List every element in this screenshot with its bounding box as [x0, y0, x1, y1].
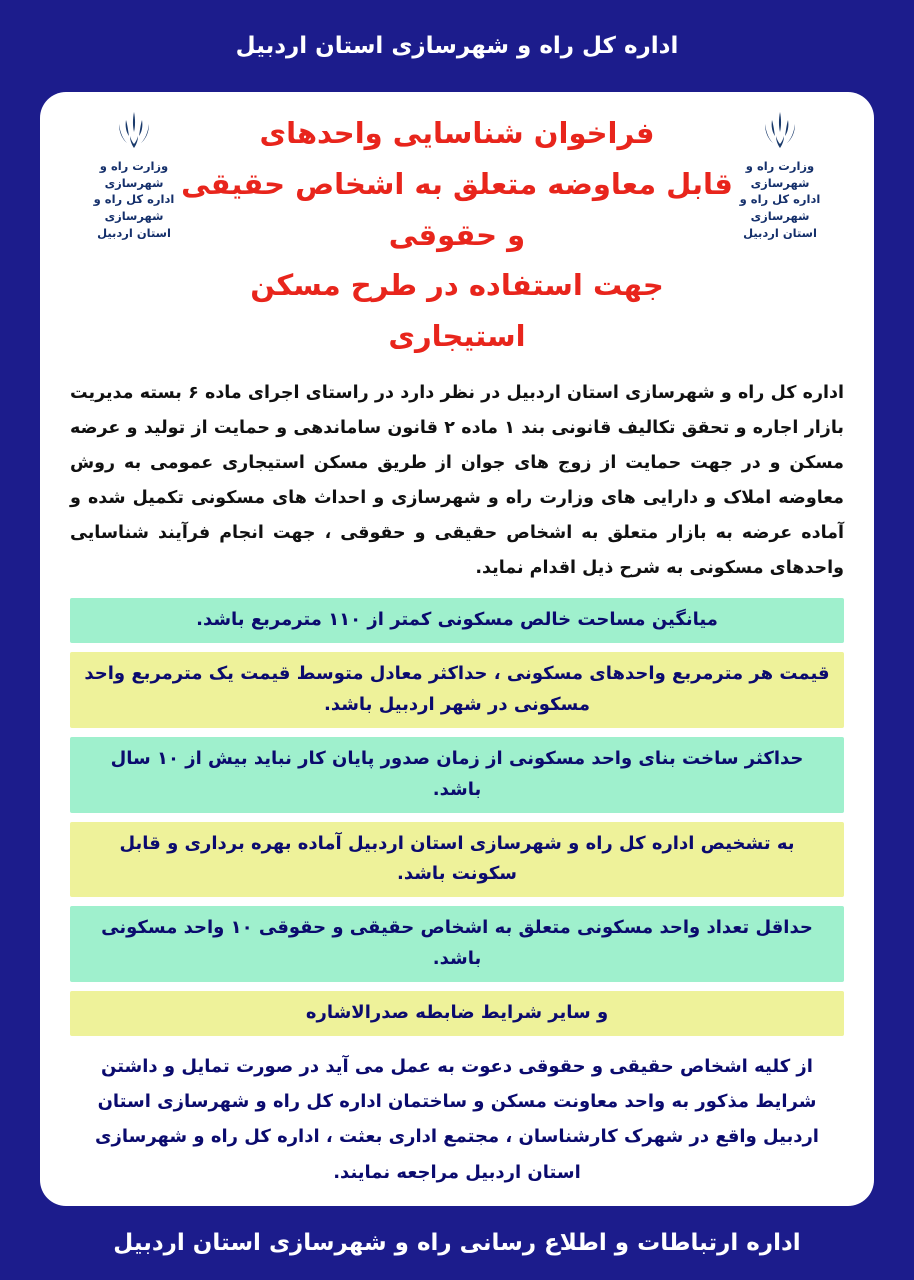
intro-paragraph: اداره کل راه و شهرسازی استان اردبیل در نظر دارد در راستای اجرای ماده ۶ بسته مدیریت بازار اجاره و تحقق تکالیف قانونی بند ۱ ماده ۲ قانون ساماندهی و حمایت از تولید و عرضه مسکن و در جهت حمایت از زوج های جوان از طریق مسکن استیجاری عمومی به روش معاوضه املاک و دارایی های وزارت راه و شهرسازی و احداث های مسکونی تکمیل شده و آماده عرضه به بازار متعلق به اشخاص حقیقی و حقوقی ، جهت انجام فرآیند شناسایی واحدهای مسکونی به شرح ذیل اقدام نماید.: [70, 382, 844, 578]
title-line-1: فراخوان شناسایی واحدهای: [259, 116, 655, 150]
iran-emblem-icon: [70, 110, 198, 154]
list-item: میانگین مساحت خالص مسکونی کمتر از ۱۱۰ مترمربع باشد.: [70, 598, 844, 643]
logo-left-line3: استان اردبیل: [97, 225, 171, 240]
footer-text: اداره ارتباطات و اطلاع رسانی راه و شهرسازی استان اردبیل: [113, 1229, 801, 1256]
logo-right: [716, 110, 844, 241]
logo-right-line3: استان اردبیل: [743, 225, 817, 240]
list-item: قیمت هر مترمربع واحدهای مسکونی ، حداکثر معادل متوسط قیمت یک مترمربع واحد مسکونی در شهر اردبیل باشد.: [70, 652, 844, 728]
logo-left: [70, 110, 198, 241]
list-item: به تشخیص اداره کل راه و شهرسازی استان اردبیل آماده بهره برداری و قابل سکونت باشد.: [70, 822, 844, 898]
logo-right-line1: وزارت راه و شهرسازی: [745, 159, 815, 190]
logo-right-line2: اداره کل راه و شهرسازی: [739, 192, 821, 224]
logo-left-line2: اداره کل راه و شهرسازی: [93, 192, 175, 224]
iran-emblem-icon: [716, 110, 844, 154]
list-item: حداکثر ساخت بنای واحد مسکونی از زمان صدور پایان کار نباید بیش از ۱۰ سال باشد.: [70, 737, 844, 813]
list-item: حداقل تعداد واحد مسکونی متعلق به اشخاص حقیقی و حقوقی ۱۰ واحد مسکونی باشد.: [70, 906, 844, 982]
page-title: [177, 108, 737, 362]
title-line-2: قابل معاوضه متعلق به اشخاص حقیقی و حقوقی: [181, 166, 733, 252]
closing-paragraph: از کلیه اشخاص حقیقی و حقوقی دعوت به عمل می آید در صورت تمایل و داشتن شرایط مذکور به واحد معاونت مسکن و ساختمان اداره کل راه و شهرسازی استان اردبیل واقع در شهرک کارشناسان ، مجتمع اداری بعثت ، اداره کل راه و شهرسازی استان اردبیل مراجعه نمایند.: [95, 1056, 819, 1183]
organization-title: اداره کل راه و شهرسازی استان اردبیل: [235, 33, 679, 59]
conditions-list: [70, 598, 844, 1037]
logo-left-line1: وزارت راه و شهرسازی: [99, 159, 169, 190]
list-item: و سایر شرایط ضابطه صدرالاشاره: [70, 991, 844, 1036]
title-line-3: جهت استفاده در طرح مسکن استیجاری: [250, 268, 664, 353]
footer-banner: [0, 1206, 914, 1280]
top-banner: [0, 0, 914, 92]
announcement-card: [40, 92, 874, 1206]
